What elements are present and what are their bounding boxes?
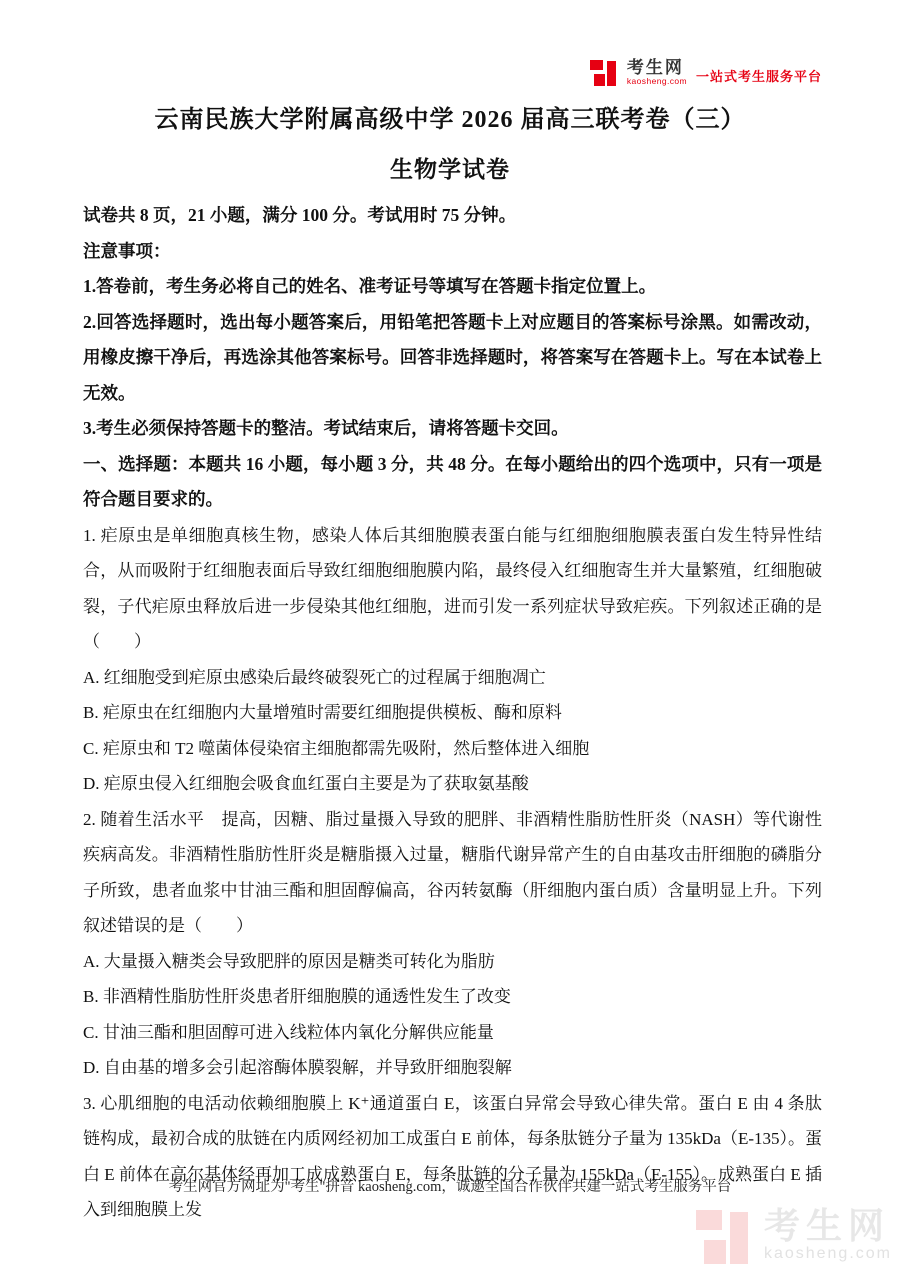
kaosheng-logo-icon (590, 57, 618, 88)
watermark-block (730, 1212, 748, 1264)
paper-meta: 试卷共 8 页，21 小题，满分 100 分。考试用时 75 分钟。 (83, 205, 517, 225)
kaosheng-watermark-icon (696, 1207, 752, 1269)
paper-body (0, 198, 900, 1228)
question-1-option-a: A. 红细胞受到疟原虫感染后最终破裂死亡的过程属于细胞凋亡 (83, 667, 546, 687)
question-2-option-a: A. 大量摄入糖类会导致肥胖的原因是糖类可转化为脂肪 (83, 951, 495, 971)
question-1-option-b: B. 疟原虫在红细胞内大量增殖时需要红细胞提供模板、酶和原料 (83, 703, 562, 722)
question-2-option-d: D. 自由基的增多会引起溶酶体膜裂解，并导致肝细胞裂解 (83, 1058, 512, 1077)
watermark-domain: kaosheng.com (763, 1245, 892, 1262)
logo-block (590, 60, 603, 70)
logo-text (627, 59, 687, 88)
watermark-block (696, 1210, 722, 1230)
question-1-option-c: C. 疟原虫和 T2 噬菌体侵染宿主细胞都需先吸附，然后整体进入细胞 (83, 738, 590, 758)
question-3-stem: 3. 心肌细胞的电活动依赖细胞膜上 K⁺通道蛋白 E，该蛋白异常会导致心律失常。蛋白 E 由 4 条肽链构成，最初合成的肽链在内质网经初加工成蛋白 E 前体，每条肽链分子量为 135kDa（E-135）。蛋白 E 前体在高尔基体经再加工成成熟蛋白 E，每条肽链的分子量为 155kDa（E-155）。成熟蛋白 E 插入到细胞膜上发 (83, 1093, 823, 1219)
question-2 (83, 802, 822, 1086)
notice-item-1: 1.答卷前，考生务必将自己的姓名、准考证号等填写在答题卡指定位置上。 (83, 276, 657, 296)
question-1-stem: 1. 疟原虫是单细胞真核生物，感染人体后其细胞膜表蛋白能与红细胞细胞膜表蛋白发生特异性结合，从而吸附于红细胞表面后导致红细胞细胞膜内陷，最终侵入红细胞寄生并大量繁殖，红细胞破裂，子代疟原虫释放后进一步侵染其他红细胞，进而引发一系列症状导致疟疾。下列叙述正确的是（ ） (83, 525, 822, 651)
kaosheng-logo (590, 57, 822, 88)
watermark-text (764, 1207, 892, 1263)
question-1-option-d: D. 疟原虫侵入红细胞会吸食血红蛋白主要是为了获取氨基酸 (83, 774, 529, 793)
notice-heading: 注意事项： (83, 240, 171, 261)
logo-block (607, 61, 616, 86)
watermark-brand: 考生网 (763, 1205, 890, 1246)
notice-item-2: 2.回答选择题时，选出每小题答案后，用铅笔把答题卡上对应题目的答案标号涂黑。如需改动，用橡皮擦干净后，再选涂其他答案标号。回答非选择题时，将答案写在答题卡上。写在本试卷上无效。 (83, 311, 822, 403)
paper-title: 云南民族大学附属高级中学 2026 届高三联考卷（三） (154, 107, 746, 133)
brand-tagline: 一站式考生服务平台 (695, 69, 822, 84)
footer-note: 考生网官方网址为"考生"拼音 kaosheng.com，诚邀全国合作伙伴共建一站式考生服务平台 (168, 1179, 732, 1195)
question-2-option-c: C. 甘油三酯和胆固醇可进入线粒体内氧化分解供应能量 (83, 1022, 494, 1042)
logo-block (594, 74, 605, 86)
question-2-stem: 2. 随着生活水平 提高，因糖、脂过量摄入导致的肥胖、非酒精性脂肪性肝炎（NASH）等代谢性疾病高发。非酒精性脂肪性肝炎是糖脂摄入过量，糖脂代谢异常产生的自由基攻击肝细胞的磷脂分子所致，患者血浆中甘油三酯和胆固醇偏高，谷丙转氨酶（肝细胞内蛋白质）含量明显上升。下列叙述错误的是（ ） (83, 809, 822, 935)
watermark-block (704, 1240, 726, 1264)
paper-subtitle: 生物学试卷 (390, 157, 510, 182)
brand-domain: kaosheng.com (626, 76, 687, 86)
question-1 (83, 518, 822, 802)
notice-item-3: 3.考生必须保持答题卡的整洁。考试结束后，请将答题卡交回。 (83, 418, 569, 438)
brand-name: 考生网 (626, 58, 684, 77)
section-heading: 一、选择题：本题共 16 小题，每小题 3 分，共 48 分。在每小题给出的四个选项中，只有一项是符合题目要求的。 (83, 453, 822, 509)
kaosheng-watermark (696, 1207, 892, 1269)
question-2-option-b: B. 非酒精性脂肪性肝炎患者肝细胞膜的通透性发生了改变 (83, 987, 511, 1006)
